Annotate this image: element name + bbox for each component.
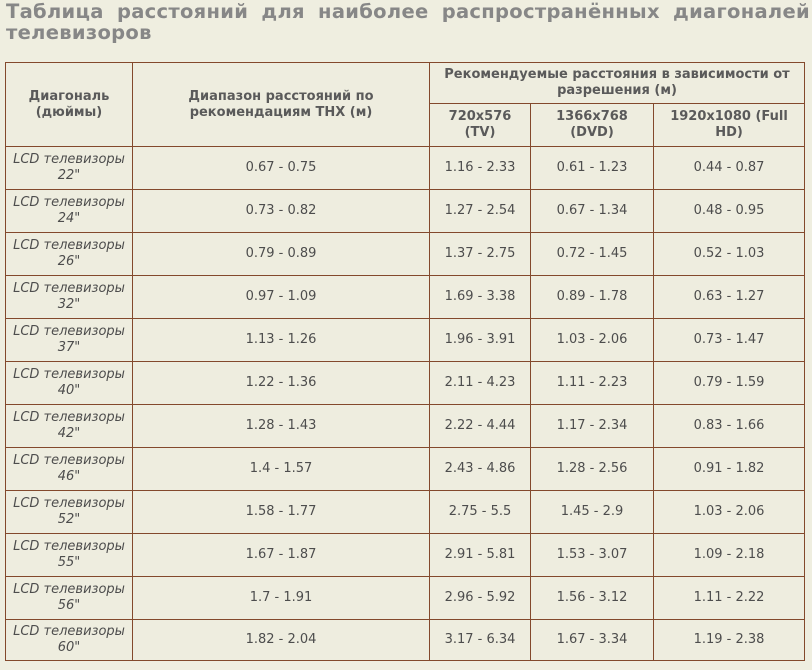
cell-diagonal: LCD телевизоры 22" bbox=[6, 147, 133, 190]
table-row bbox=[6, 448, 805, 491]
cell-thx-range: 1.67 - 1.87 bbox=[133, 534, 430, 577]
cell-diagonal: LCD телевизоры 26" bbox=[6, 233, 133, 276]
table-row bbox=[6, 319, 805, 362]
cell-thx-range: 1.58 - 1.77 bbox=[133, 491, 430, 534]
cell-res-720: 1.16 - 2.33 bbox=[430, 147, 531, 190]
table-row bbox=[6, 362, 805, 405]
table-row bbox=[6, 276, 805, 319]
table-row bbox=[6, 577, 805, 620]
cell-thx-range: 1.82 - 2.04 bbox=[133, 620, 430, 661]
cell-thx-range: 1.13 - 1.26 bbox=[133, 319, 430, 362]
header-diagonal: Диагональ (дюймы) bbox=[6, 63, 133, 147]
cell-diagonal: LCD телевизоры 37" bbox=[6, 319, 133, 362]
cell-res-1366: 1.17 - 2.34 bbox=[531, 405, 654, 448]
cell-res-1920: 1.19 - 2.38 bbox=[654, 620, 805, 661]
cell-res-1366: 1.45 - 2.9 bbox=[531, 491, 654, 534]
header-res-720: 720x576 (TV) bbox=[430, 104, 531, 147]
cell-res-720: 1.27 - 2.54 bbox=[430, 190, 531, 233]
cell-diagonal: LCD телевизоры 56" bbox=[6, 577, 133, 620]
cell-thx-range: 0.73 - 0.82 bbox=[133, 190, 430, 233]
cell-thx-range: 0.79 - 0.89 bbox=[133, 233, 430, 276]
cell-diagonal: LCD телевизоры 42" bbox=[6, 405, 133, 448]
cell-res-1920: 0.91 - 1.82 bbox=[654, 448, 805, 491]
cell-res-1366: 0.89 - 1.78 bbox=[531, 276, 654, 319]
header-recommended-group: Рекомендуемые расстояния в зависимости от разрешения (м) bbox=[430, 63, 805, 104]
header-thx-range: Диапазон расстояний по рекомендациям THX (м) bbox=[133, 63, 430, 147]
table-row bbox=[6, 233, 805, 276]
cell-thx-range: 1.28 - 1.43 bbox=[133, 405, 430, 448]
cell-res-720: 1.96 - 3.91 bbox=[430, 319, 531, 362]
cell-res-720: 2.22 - 4.44 bbox=[430, 405, 531, 448]
cell-res-1366: 1.11 - 2.23 bbox=[531, 362, 654, 405]
cell-res-1920: 0.44 - 0.87 bbox=[654, 147, 805, 190]
cell-thx-range: 0.97 - 1.09 bbox=[133, 276, 430, 319]
cell-res-720: 2.43 - 4.86 bbox=[430, 448, 531, 491]
cell-res-720: 2.96 - 5.92 bbox=[430, 577, 531, 620]
cell-res-720: 2.11 - 4.23 bbox=[430, 362, 531, 405]
table-row bbox=[6, 190, 805, 233]
cell-res-1920: 0.79 - 1.59 bbox=[654, 362, 805, 405]
cell-res-720: 3.17 - 6.34 bbox=[430, 620, 531, 661]
cell-diagonal: LCD телевизоры 24" bbox=[6, 190, 133, 233]
cell-res-1366: 1.03 - 2.06 bbox=[531, 319, 654, 362]
cell-res-1920: 0.48 - 0.95 bbox=[654, 190, 805, 233]
table-row bbox=[6, 491, 805, 534]
cell-diagonal: LCD телевизоры 32" bbox=[6, 276, 133, 319]
cell-thx-range: 1.4 - 1.57 bbox=[133, 448, 430, 491]
cell-thx-range: 1.7 - 1.91 bbox=[133, 577, 430, 620]
cell-thx-range: 1.22 - 1.36 bbox=[133, 362, 430, 405]
cell-diagonal: LCD телевизоры 40" bbox=[6, 362, 133, 405]
cell-res-1920: 0.83 - 1.66 bbox=[654, 405, 805, 448]
page-title: Таблица расстояний для наиболее распространённых диагоналей телевизоров bbox=[6, 0, 810, 44]
table-row bbox=[6, 147, 805, 190]
cell-diagonal: LCD телевизоры 60" bbox=[6, 620, 133, 661]
table-row bbox=[6, 405, 805, 448]
cell-diagonal: LCD телевизоры 55" bbox=[6, 534, 133, 577]
cell-res-1920: 1.09 - 2.18 bbox=[654, 534, 805, 577]
cell-res-1366: 1.56 - 3.12 bbox=[531, 577, 654, 620]
cell-res-720: 2.91 - 5.81 bbox=[430, 534, 531, 577]
cell-res-1920: 1.03 - 2.06 bbox=[654, 491, 805, 534]
cell-res-1920: 1.11 - 2.22 bbox=[654, 577, 805, 620]
header-res-1920: 1920x1080 (Full HD) bbox=[654, 104, 805, 147]
cell-res-1366: 1.28 - 2.56 bbox=[531, 448, 654, 491]
cell-res-720: 1.69 - 3.38 bbox=[430, 276, 531, 319]
cell-res-1920: 0.52 - 1.03 bbox=[654, 233, 805, 276]
cell-diagonal: LCD телевизоры 46" bbox=[6, 448, 133, 491]
cell-res-1366: 0.72 - 1.45 bbox=[531, 233, 654, 276]
cell-res-1366: 1.53 - 3.07 bbox=[531, 534, 654, 577]
table-row bbox=[6, 534, 805, 577]
cell-diagonal: LCD телевизоры 52" bbox=[6, 491, 133, 534]
cell-res-1920: 0.63 - 1.27 bbox=[654, 276, 805, 319]
cell-res-1366: 0.61 - 1.23 bbox=[531, 147, 654, 190]
cell-res-1920: 0.73 - 1.47 bbox=[654, 319, 805, 362]
cell-res-1366: 0.67 - 1.34 bbox=[531, 190, 654, 233]
cell-res-720: 2.75 - 5.5 bbox=[430, 491, 531, 534]
cell-res-720: 1.37 - 2.75 bbox=[430, 233, 531, 276]
cell-res-1366: 1.67 - 3.34 bbox=[531, 620, 654, 661]
table-body bbox=[6, 147, 805, 661]
table-row bbox=[6, 620, 805, 661]
table-header-row bbox=[6, 63, 805, 104]
distance-table bbox=[5, 62, 805, 661]
cell-thx-range: 0.67 - 0.75 bbox=[133, 147, 430, 190]
header-res-1366: 1366x768 (DVD) bbox=[531, 104, 654, 147]
